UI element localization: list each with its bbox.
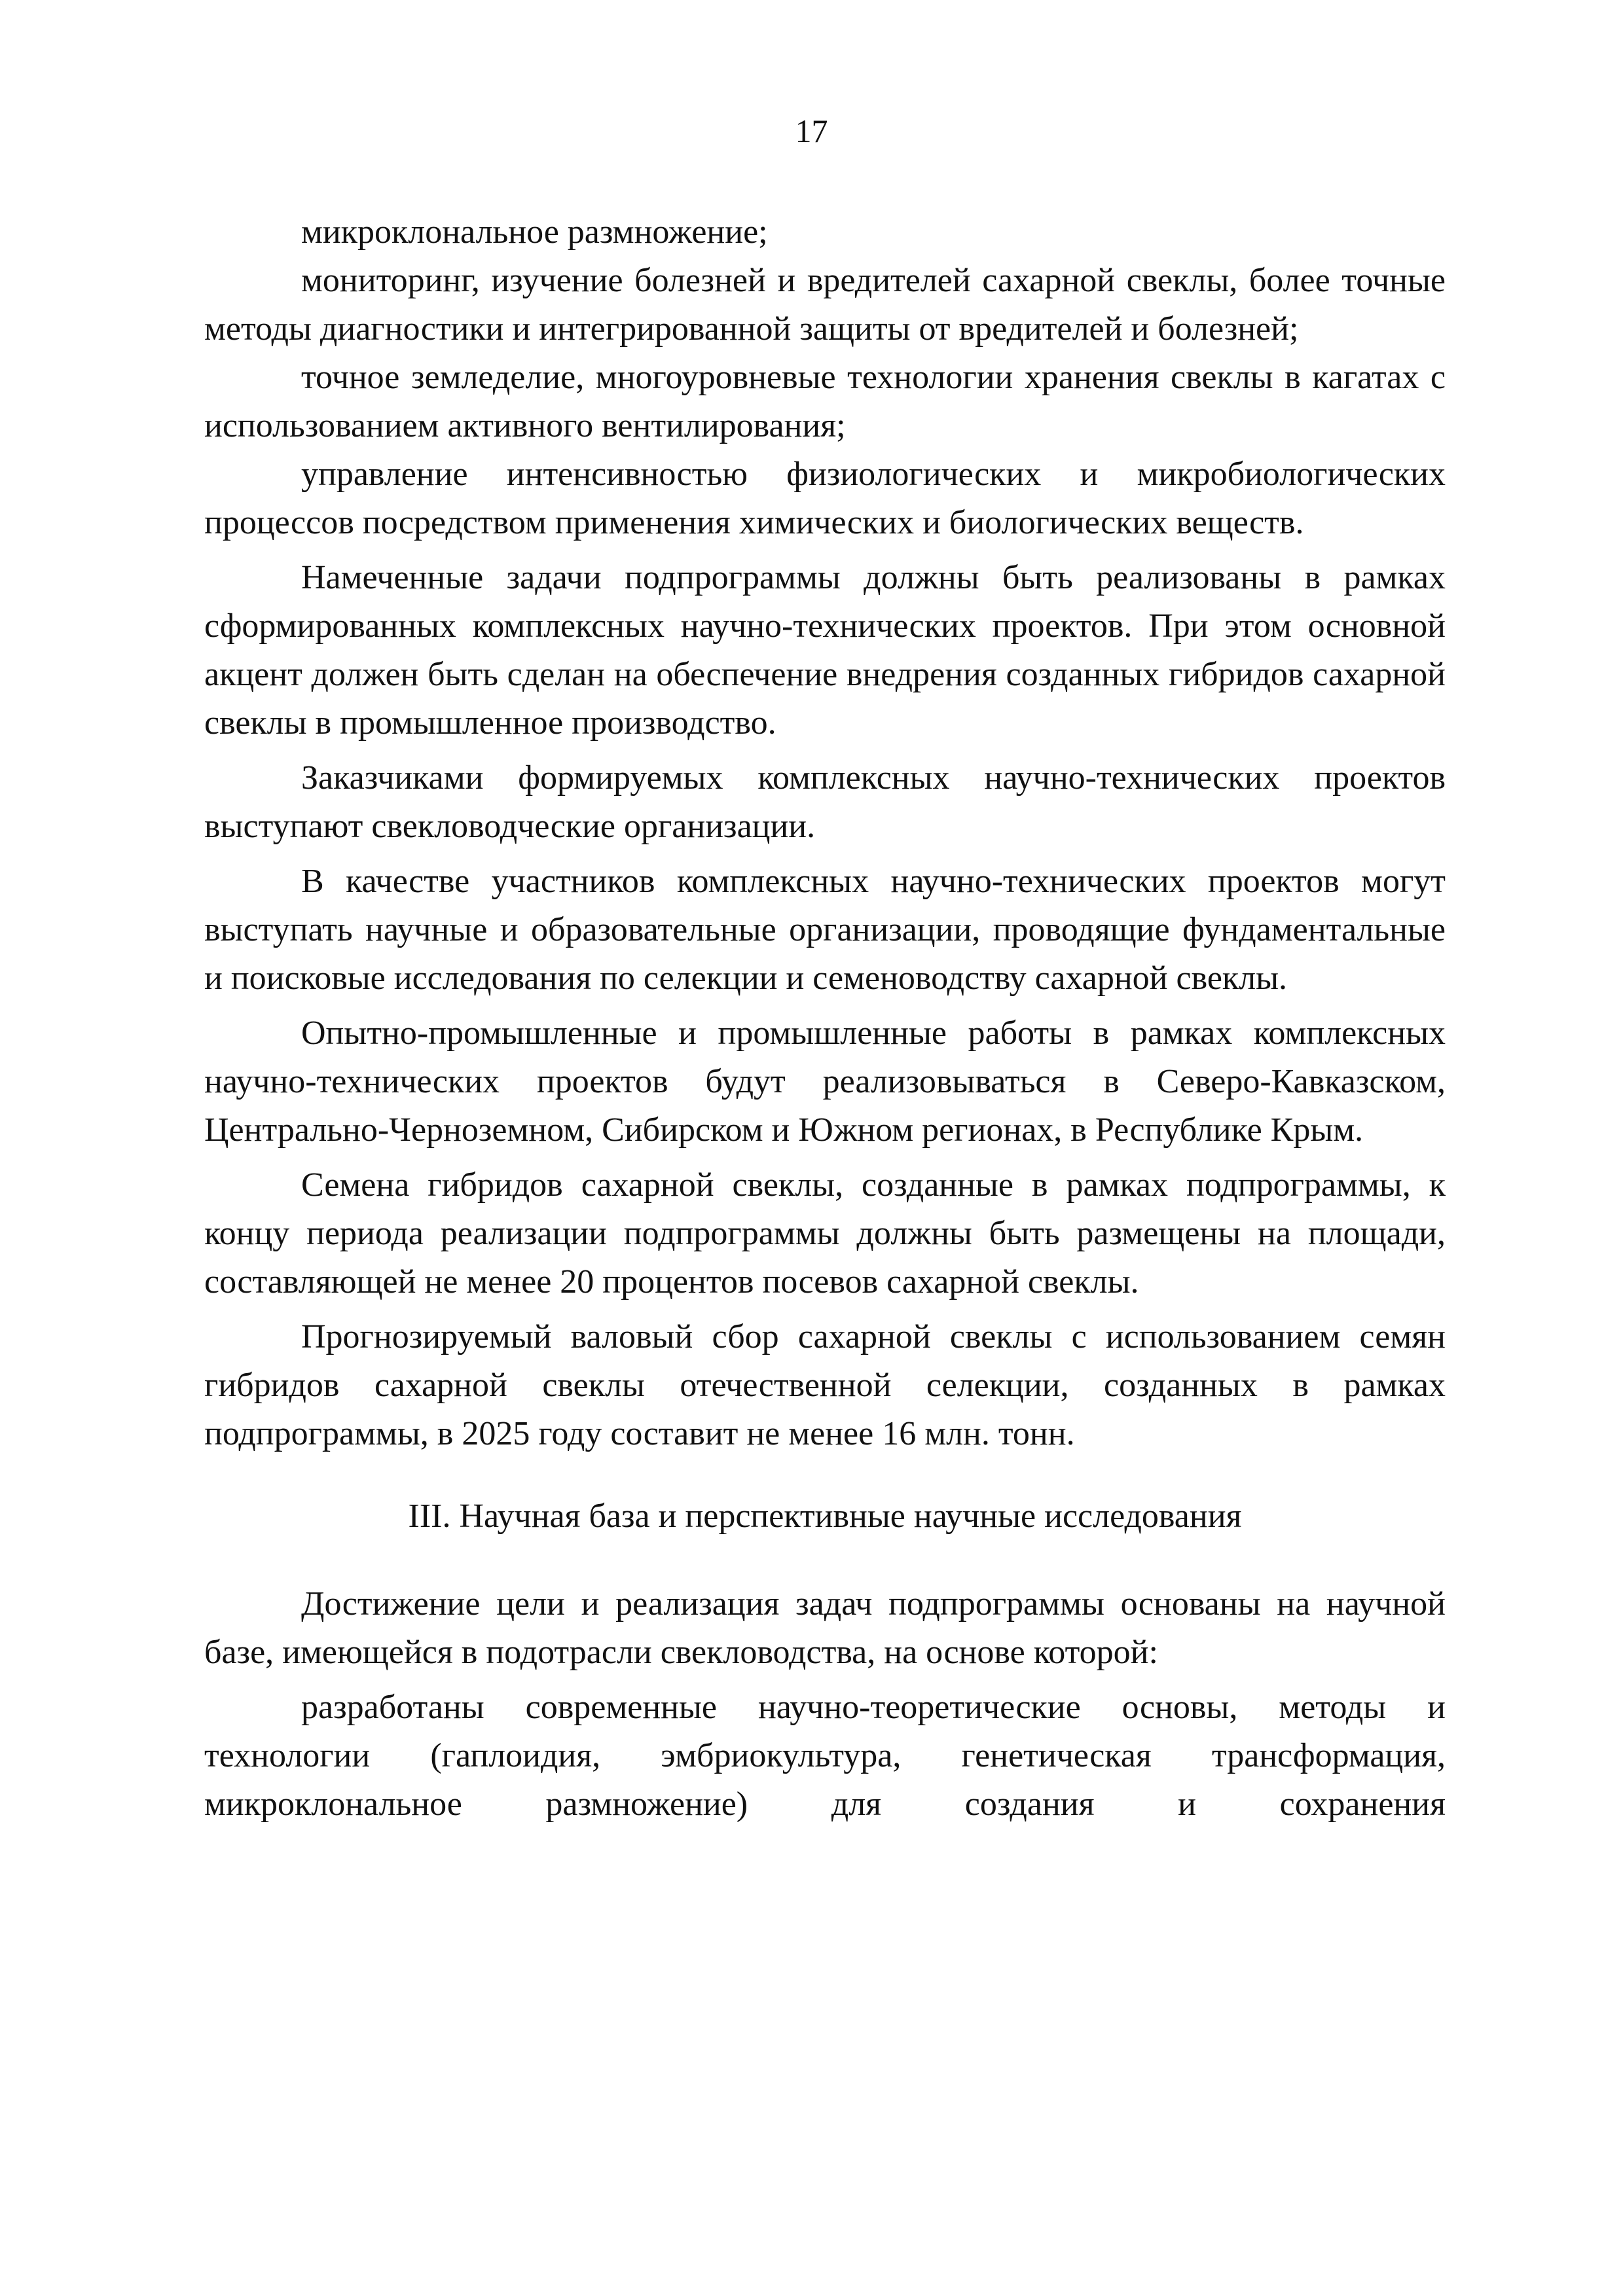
paragraph: Опытно-промышленные и промышленные работы в рамках комплексных научно-технических проектов будут реализовываться в Северо-Кавказском, Центрально-Черноземном, Сибирском и Южном регионах, в Республике Крым.: [204, 1014, 1446, 1149]
document-body: [204, 208, 1446, 1829]
paragraph: Прогнозируемый валовый сбор сахарной свеклы с использованием семян гибридов сахарной свеклы отечественной селекции, созданных в рамках подпрограммы, в 2025 году составит не менее 16 млн. тонн.: [204, 1318, 1446, 1452]
paragraph: Намеченные задачи подпрограммы должны быть реализованы в рамках сформированных комплексных научно-технических проектов. При этом основной акцент должен быть сделан на обеспечение внедрения созданных гибридов сахарной свеклы в промышленное производство.: [204, 559, 1446, 742]
page-number: 17: [795, 113, 828, 149]
paragraph: Достижение цели и реализация задач подпрограммы основаны на научной базе, имеющейся в подотрасли свекловодства, на основе которой:: [204, 1585, 1446, 1671]
paragraph: Заказчиками формируемых комплексных научно-технических проектов выступают свекловодческие организации.: [204, 759, 1446, 845]
paragraph: В качестве участников комплексных научно-технических проектов могут выступать научные и образовательные организации, проводящие фундаментальные и поисковые исследования по селекции и семеноводству сахарной свеклы.: [204, 863, 1446, 997]
paragraph-list-item: мониторинг, изучение болезней и вредителей сахарной свеклы, более точные методы диагностики и интегрированной защиты от вредителей и болезней;: [204, 262, 1446, 348]
paragraph-list-item: микроклональное размножение;: [301, 213, 768, 251]
paragraph-list-item: управление интенсивностью физиологических и микробиологических процессов посредством применения химических и биологических веществ.: [204, 456, 1446, 541]
paragraph-list-item: точное земледелие, многоуровневые технологии хранения свеклы в кагатах с использованием активного вентилирования;: [204, 359, 1446, 444]
paragraph: Семена гибридов сахарной свеклы, созданные в рамках подпрограммы, к концу периода реализации подпрограммы должны быть размещены на площади, составляющей не менее 20 процентов посевов сахарной свеклы.: [204, 1166, 1446, 1300]
paragraph: разработаны современные научно-теоретические основы, методы и технологии (гаплоидия, эмбриокультура, генетическая трансформация, микроклональное размножение) для создания и сохранения: [204, 1689, 1446, 1823]
section-heading: III. Научная база и перспективные научные исследования: [408, 1498, 1242, 1535]
